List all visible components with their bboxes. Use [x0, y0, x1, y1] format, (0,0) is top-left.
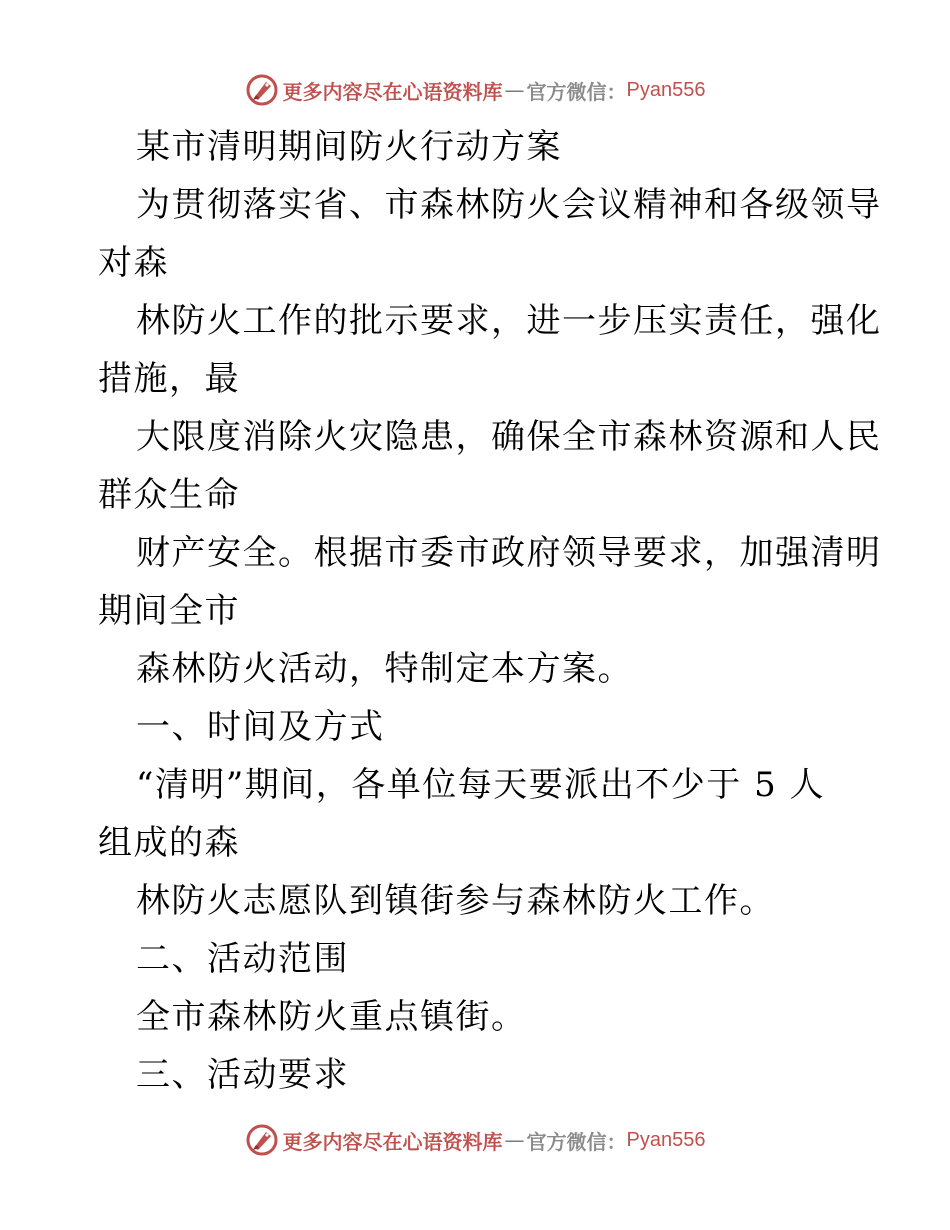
text-line: 林防火志愿队到镇街参与森林防火工作。	[136, 881, 775, 921]
banner-dash: —	[504, 78, 525, 102]
banner-slogan: 更多内容尽在心语资料库	[282, 79, 503, 104]
text-line: 措施，最	[98, 359, 240, 399]
text-line: 对森	[98, 243, 169, 283]
banner-wechat-label: 官方微信：	[526, 79, 627, 104]
document-body	[98, 118, 882, 1104]
banner-wechat-id: Pyan556	[626, 1128, 706, 1151]
text-line: 为贯彻落实省、市森林防火会议精神和各级领导	[136, 185, 882, 225]
banner-wechat-id: Pyan556	[626, 78, 706, 101]
header-banner	[0, 70, 950, 110]
section-heading: 三、活动要求	[136, 1055, 349, 1095]
text-line: 群众生命	[98, 475, 240, 515]
text-line: 森林防火活动，特制定本方案。	[136, 649, 633, 689]
pen-nib-logo-icon	[245, 73, 279, 107]
text-line: “清明”期间，各单位每天要派出不少于 5 人	[136, 765, 826, 805]
section-heading: 一、时间及方式	[136, 707, 385, 747]
banner-dash: —	[504, 1128, 525, 1152]
text-line: 林防火工作的批示要求，进一步压实责任，强化	[136, 301, 882, 341]
pen-nib-logo-icon	[245, 1123, 279, 1157]
text-line: 期间全市	[98, 591, 240, 631]
text-line: 组成的森	[98, 823, 240, 863]
banner-wechat-label: 官方微信：	[526, 1129, 627, 1154]
banner-slogan: 更多内容尽在心语资料库	[282, 1129, 503, 1154]
footer-banner	[0, 1120, 950, 1160]
document-title: 某市清明期间防火行动方案	[136, 127, 562, 167]
text-line: 财产安全。根据市委市政府领导要求，加强清明	[136, 533, 882, 573]
section-heading: 二、活动范围	[136, 939, 349, 979]
text-line: 全市森林防火重点镇街。	[136, 997, 527, 1037]
text-line: 大限度消除火灾隐患，确保全市森林资源和人民	[136, 417, 882, 457]
